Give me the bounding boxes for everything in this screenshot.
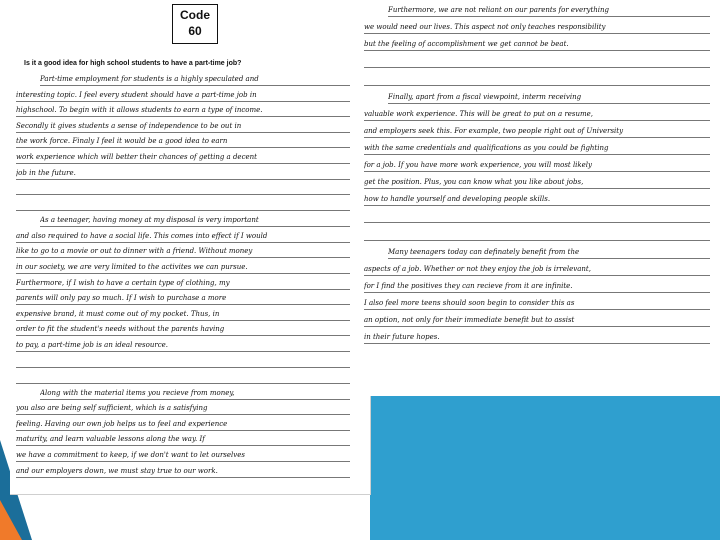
essay-line: you also are being self sufficient, which is a satisfying	[16, 402, 350, 415]
essay-prompt: Is it a good idea for high school students to have a part-time job?	[24, 60, 242, 67]
essay-line: we have a commitment to keep, if we don't want to let ourselves	[16, 449, 350, 462]
essay-line: like to go to a movie or out to dinner with a friend. Without money	[16, 245, 350, 258]
essay-line: Finally, apart from a fiscal viewpoint, interm receiving	[388, 91, 710, 104]
essay-line: and employers seek this. For example, two people right out of University	[364, 125, 710, 138]
essay-line: valuable work experience. This will be great to put on a resume,	[364, 108, 710, 121]
essay-line: get the position. Plus, you can know what you like about jobs,	[364, 176, 710, 189]
essay-line: interesting topic. I feel every student should have a part-time job in	[16, 89, 350, 102]
essay-line: work experience which will better their chances of getting a decent	[16, 151, 350, 164]
ruled-line	[364, 67, 710, 68]
ruled-line	[364, 240, 710, 241]
ruled-line	[16, 194, 350, 195]
ruled-line	[364, 85, 710, 86]
essay-line: order to fit the student's needs without the parents having	[16, 323, 350, 336]
essay-line: to pay, a part-time job is an ideal resource.	[16, 339, 350, 352]
essay-page-right	[360, 0, 720, 396]
essay-line: in their future hopes.	[364, 331, 710, 344]
essay-line: and also required to have a social life. This comes into effect if I would	[16, 230, 350, 243]
essay-line: an option, not only for their immediate benefit but to assist	[364, 314, 710, 327]
essay-line: for I find the positives they can recieve from it are infinite.	[364, 280, 710, 293]
essay-line: with the same credentials and qualifications as you could be fighting	[364, 142, 710, 155]
ruled-line	[16, 210, 350, 211]
essay-line: how to handle yourself and developing people skills.	[364, 193, 710, 206]
code-label: Code	[180, 8, 210, 22]
essay-line: job in the future.	[16, 167, 350, 180]
essay-line: I also feel more teens should soon begin to consider this as	[364, 297, 710, 310]
essay-line: in our society, we are very limited to the activites we can pursue.	[16, 261, 350, 274]
essay-line: we would need our lives. This aspect not only teaches responsibility	[364, 21, 710, 34]
essay-line: Many teenagers today can definately benefit from the	[388, 246, 710, 259]
essay-line: aspects of a job. Whether or not they enjoy the job is irrelevant,	[364, 263, 710, 276]
essay-line: Secondly it gives students a sense of independence to be out in	[16, 120, 350, 133]
ruled-line	[16, 367, 350, 368]
essay-line: maturity, and learn valuable lessons along the way. If	[16, 433, 350, 446]
code-box	[172, 4, 218, 44]
essay-line: for a job. If you have more work experience, you will most likely	[364, 159, 710, 172]
essay-line: and our employers down, we must stay true to our work.	[16, 465, 350, 478]
code-number: 60	[188, 24, 202, 38]
essay-line: parents will only pay so much. If I wish to purchase a more	[16, 292, 350, 305]
ruled-line	[364, 222, 710, 223]
essay-line: Part-time employment for students is a highly speculated and	[40, 73, 350, 86]
slide-corner-triangle-orange	[0, 500, 22, 540]
essay-line: expensive brand, it must come out of my pocket. Thus, in	[16, 308, 350, 321]
essay-line: As a teenager, having money at my disposal is very important	[40, 214, 350, 227]
essay-line: highschool. To begin with it allows students to earn a type of income.	[16, 104, 350, 117]
essay-line: Furthermore, if I wish to have a certain type of clothing, my	[16, 277, 350, 290]
essay-line: Along with the material items you recieve from money,	[40, 387, 350, 400]
essay-line: feeling. Having our own job helps us to feel and experience	[16, 418, 350, 431]
essay-line: Furthermore, we are not reliant on our parents for everything	[388, 4, 710, 17]
essay-page-left	[10, 0, 371, 495]
slide-accent-block	[370, 396, 720, 540]
ruled-line	[16, 383, 350, 384]
essay-line: but the feeling of accomplishment we get cannot be beat.	[364, 38, 710, 51]
essay-line: the work force. Finaly I feel it would be a good idea to earn	[16, 135, 350, 148]
